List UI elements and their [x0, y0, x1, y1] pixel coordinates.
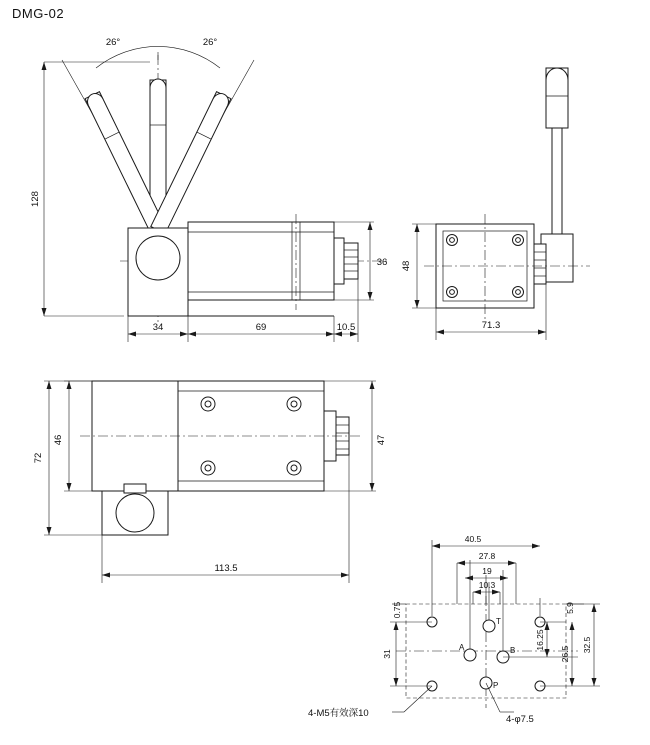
dim-side-width: 71.3: [481, 320, 501, 331]
dim-m-26-5: 26.5: [560, 645, 570, 663]
dim-top-h3: 47: [376, 434, 387, 446]
dim-m-10-3: 10.3: [478, 580, 496, 590]
dim-angle-left: 26°: [105, 37, 121, 48]
note-hole: 4-φ7.5: [506, 714, 534, 725]
port-label-p: P: [493, 681, 499, 690]
dim-front-body-height: 36: [376, 257, 388, 268]
dim-m-31: 31: [382, 649, 392, 659]
front-view: [30, 37, 390, 342]
dim-front-b: 69: [255, 322, 267, 333]
dim-m-16-25: 16.25: [535, 629, 545, 651]
dim-top-h2: 46: [53, 434, 64, 446]
dim-front-c: 10.5: [336, 322, 356, 333]
ports: [459, 617, 515, 690]
port-label-t: T: [496, 617, 501, 626]
top-view: [33, 381, 387, 583]
dim-m-32-5: 32.5: [582, 636, 592, 654]
dim-m-27-8: 27.8: [478, 551, 496, 561]
dim-m-5-9: 5.9: [565, 602, 575, 614]
dim-m-40-5: 40.5: [464, 534, 482, 544]
dim-side-height: 48: [401, 260, 412, 272]
page-title: DMG-02: [12, 6, 65, 21]
dim-m-19: 19: [482, 566, 492, 576]
dim-front-a: 34: [152, 322, 164, 333]
dim-top-length: 113.5: [214, 563, 238, 574]
dim-top-h1: 72: [33, 452, 44, 464]
dim-front-height: 128: [30, 191, 41, 207]
dim-m-0-75: 0.75: [392, 601, 402, 619]
mounting-surface-view: [308, 534, 600, 725]
dim-angle-right: 26°: [202, 37, 218, 48]
port-label-b: B: [510, 646, 516, 655]
note-thread: 4-M5有效深10: [308, 708, 369, 719]
port-label-a: A: [459, 643, 465, 652]
side-view: [401, 68, 590, 340]
